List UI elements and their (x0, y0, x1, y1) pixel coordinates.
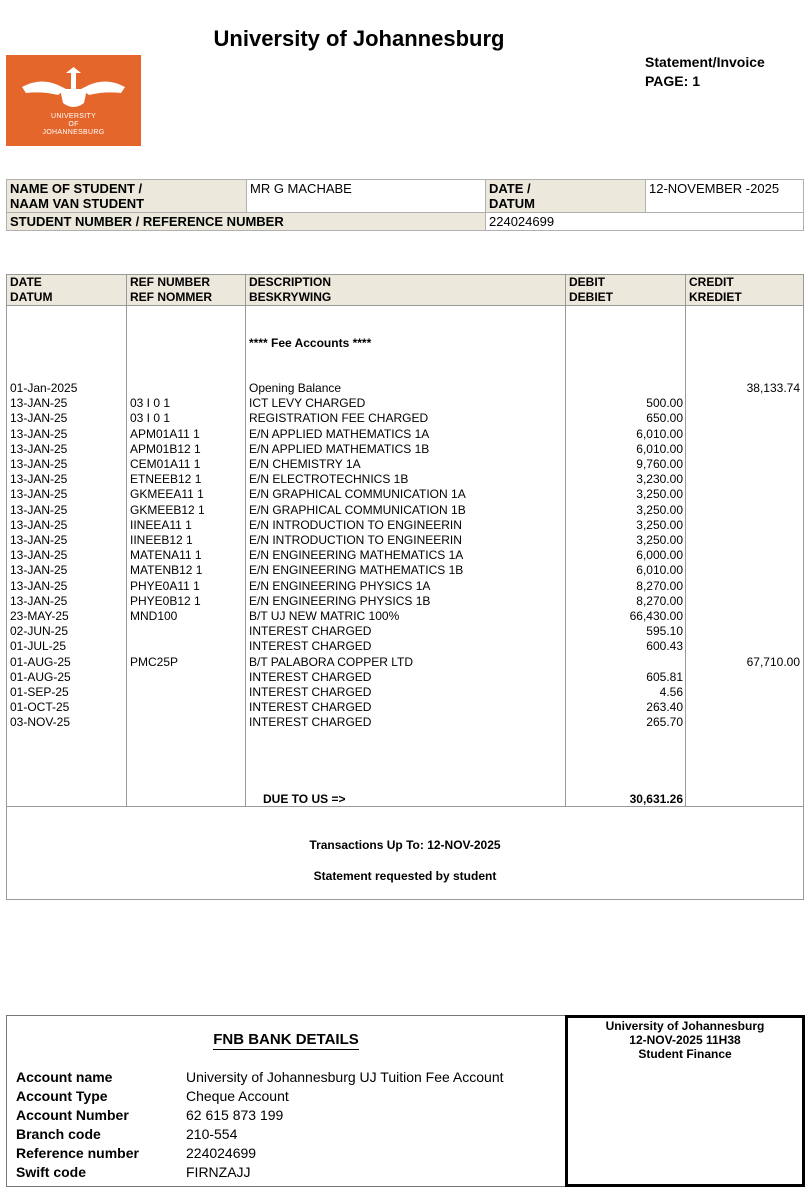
cell-debit: 605.81 (646, 669, 683, 684)
cell-ref: MATENA11 1 (130, 548, 202, 563)
cell-ref: PHYE0A11 1 (130, 578, 200, 593)
logo-text-2: OF (68, 121, 79, 128)
col-credit-label: CREDIT (689, 275, 734, 289)
col-header-date (10, 275, 52, 305)
cell-debit: 595.10 (646, 624, 683, 639)
cell-date: 01-OCT-25 (10, 700, 70, 715)
university-logo (6, 55, 141, 146)
col-header-desc (249, 275, 331, 305)
col-header-ref (130, 275, 212, 305)
cell-desc: E/N INTRODUCTION TO ENGINEERIN (249, 533, 462, 547)
cell-ref: PMC25P (130, 654, 179, 669)
document-type (645, 53, 765, 91)
col-debit-label: DEBIT (569, 275, 605, 289)
bank-field-value: FIRNZAJJ (186, 1164, 251, 1180)
col-ref-label-af: REF NOMMER (130, 290, 212, 304)
cell-date: 13-JAN-25 (10, 441, 68, 456)
cell-ref: GKMEEA11 1 (130, 487, 204, 502)
col-desc-label-af: BESKRYWING (249, 290, 332, 304)
cell-desc: E/N ENGINEERING MATHEMATICS 1B (249, 563, 464, 578)
col-desc-label: DESCRIPTION (249, 275, 332, 289)
bank-field-label: Account Type (16, 1088, 108, 1104)
cell-date: 13-JAN-25 (10, 593, 68, 608)
date-label-cell (486, 180, 646, 213)
cell-desc: E/N INTRODUCTION TO ENGINEERIN (249, 517, 462, 532)
cell-date: 02-JUN-25 (10, 624, 69, 639)
bank-field-label: Account Number (16, 1107, 129, 1123)
cell-date: 13-JAN-25 (10, 426, 68, 441)
table-row (7, 411, 803, 426)
table-row (7, 655, 803, 670)
logo-text-3: JOHANNESBURG (42, 129, 105, 136)
cell-desc: INTEREST CHARGED (249, 624, 372, 639)
bank-field-value: 210-554 (186, 1126, 238, 1142)
cell-date: 13-JAN-25 (10, 502, 68, 517)
stamp-line-1: University of Johannesburg (605, 1019, 765, 1033)
table-row (7, 472, 803, 487)
document-title: University of Johannesburg (213, 26, 505, 51)
cell-ref: MATENB12 1 (130, 563, 203, 578)
bank-field-label: Reference number (16, 1145, 139, 1161)
table-row (7, 624, 803, 639)
cell-debit: 8,270.00 (636, 593, 683, 608)
cell-date: 23-MAY-25 (10, 609, 69, 623)
cell-desc: E/N CHEMISTRY 1A (249, 457, 361, 471)
cell-date: 01-AUG-25 (10, 669, 71, 684)
cell-desc: E/N ENGINEERING PHYSICS 1A (249, 578, 431, 593)
student-info-table (6, 179, 804, 231)
statement-date: 12-NOVEMBER -2025 (646, 180, 804, 213)
bank-details (6, 1015, 566, 1187)
cell-date: 13-JAN-25 (10, 517, 68, 532)
bank-details-title-row (7, 1031, 565, 1048)
col-debit-label-af: DEBIET (569, 290, 614, 304)
table-row (7, 487, 803, 502)
cell-date: 03-NOV-25 (10, 715, 71, 730)
cell-debit: 8,270.00 (636, 578, 683, 593)
name-label-cell (7, 180, 247, 213)
due-amount: 30,631.26 (629, 792, 683, 806)
cell-date: 13-JAN-25 (10, 396, 68, 411)
col-ref-label: REF NUMBER (130, 275, 210, 289)
cell-ref: PHYE0B12 1 (130, 593, 201, 608)
due-row (7, 792, 803, 807)
cell-desc: B/T PALABORA COPPER LTD (249, 654, 414, 669)
cell-desc: E/N ENGINEERING PHYSICS 1B (249, 593, 431, 608)
table-row (7, 427, 803, 442)
transactions-up-to: Transactions Up To: 12-NOV-2025 (309, 838, 501, 852)
cell-date: 13-JAN-25 (10, 563, 68, 578)
cell-desc: INTEREST CHARGED (249, 669, 372, 684)
student-number: 224024699 (486, 213, 804, 231)
fee-accounts-title: **** Fee Accounts **** (249, 336, 372, 350)
logo-text-1: UNIVERSITY (50, 113, 96, 120)
cell-date: 13-JAN-25 (10, 411, 68, 426)
col-date-label-af: DATUM (10, 290, 53, 304)
bank-field-value: University of Johannesburg UJ Tuition Fee Account (186, 1069, 504, 1085)
table-row (7, 685, 803, 700)
col-credit-label-af: KREDIET (689, 290, 742, 304)
cell-ref: ETNEEB12 1 (130, 472, 202, 487)
cell-debit: 6,010.00 (636, 563, 683, 578)
cell-debit: 4.56 (659, 685, 683, 699)
cell-desc: INTEREST CHARGED (249, 639, 372, 654)
cell-desc: E/N APPLIED MATHEMATICS 1B (249, 441, 430, 456)
cell-debit: 600.43 (646, 639, 683, 654)
bank-field-value: 224024699 (186, 1145, 257, 1161)
table-row (7, 715, 803, 730)
cell-debit: 500.00 (646, 396, 683, 411)
cell-date: 13-JAN-25 (10, 533, 68, 547)
col-header-debit (569, 275, 613, 305)
table-row (7, 579, 803, 594)
cell-date: 01-AUG-25 (10, 654, 71, 669)
date-label: DATE / (489, 181, 531, 196)
cell-credit: 67,710.00 (746, 654, 800, 669)
col-date-label: DATE (10, 275, 42, 289)
cell-desc: INTEREST CHARGED (249, 715, 372, 730)
table-row (7, 396, 803, 411)
cell-ref: 03 I 0 1 (130, 411, 171, 426)
table-row (7, 381, 803, 396)
cell-desc: ICT LEVY CHARGED (249, 396, 366, 411)
cell-ref: GKMEEB12 1 (130, 502, 205, 517)
cell-desc: E/N GRAPHICAL COMMUNICATION 1B (249, 502, 466, 517)
cell-desc: E/N APPLIED MATHEMATICS 1A (249, 426, 430, 441)
cell-debit: 6,010.00 (636, 426, 683, 441)
cell-desc: Opening Balance (249, 381, 342, 395)
cell-date: 01-JUL-25 (10, 639, 67, 654)
cell-debit: 265.70 (646, 715, 683, 730)
cell-ref: APM01A11 1 (130, 426, 200, 441)
table-row (7, 518, 803, 533)
date-label-af: DATUM (489, 196, 535, 211)
cell-debit: 9,760.00 (636, 457, 683, 471)
cell-desc: E/N ELECTROTECHNICS 1B (249, 472, 409, 487)
cell-date: 13-JAN-25 (10, 472, 68, 487)
statement-requested: Statement requested by student (313, 869, 497, 883)
cell-ref: APM01B12 1 (130, 441, 201, 456)
cell-date: 13-JAN-25 (10, 457, 68, 471)
cell-date: 13-JAN-25 (10, 548, 68, 563)
bank-field-value: Cheque Account (186, 1088, 289, 1104)
table-row (7, 594, 803, 609)
table-row (7, 457, 803, 472)
bank-field-label: Branch code (16, 1126, 101, 1142)
cell-desc: E/N ENGINEERING MATHEMATICS 1A (249, 548, 464, 563)
section-title (7, 336, 803, 351)
cell-debit: 3,250.00 (636, 533, 683, 547)
cell-desc: INTEREST CHARGED (249, 685, 372, 699)
stamp-line-3: Student Finance (638, 1047, 732, 1061)
due-label: DUE TO US => (263, 792, 346, 806)
cell-ref: IINEEB12 1 (130, 533, 193, 547)
cell-debit: 3,250.00 (636, 487, 683, 502)
logo-emblem-icon (6, 59, 141, 119)
bank-field-value: 62 615 873 199 (186, 1107, 284, 1123)
cell-ref: MND100 (130, 609, 178, 623)
bank-details-title: FNB BANK DETAILS (213, 1031, 359, 1048)
table-row (7, 533, 803, 548)
table-row (7, 639, 803, 654)
table-row (7, 609, 803, 624)
cell-date: 01-SEP-25 (10, 685, 69, 699)
table-row (7, 670, 803, 685)
student-name: MR G MACHABE (247, 180, 486, 213)
cell-debit: 3,250.00 (636, 517, 683, 532)
name-label: NAME OF STUDENT / (10, 181, 143, 196)
bank-field-label: Account name (16, 1069, 113, 1085)
cell-debit: 66,430.00 (629, 609, 683, 623)
statement-footer (6, 806, 804, 900)
cell-date: 13-JAN-25 (10, 487, 68, 502)
finance-stamp (565, 1015, 805, 1187)
cell-debit: 6,000.00 (636, 548, 683, 563)
cell-debit: 3,230.00 (636, 472, 683, 487)
cell-debit: 3,250.00 (636, 502, 683, 517)
table-row (7, 548, 803, 563)
cell-ref: IINEEA11 1 (130, 517, 192, 532)
table-row (7, 442, 803, 457)
cell-desc: E/N GRAPHICAL COMMUNICATION 1A (249, 487, 466, 502)
cell-debit: 263.40 (646, 700, 683, 715)
stamp-line-2: 12-NOV-2025 11H38 (629, 1033, 741, 1047)
cell-debit: 6,010.00 (636, 441, 683, 456)
cell-desc: REGISTRATION FEE CHARGED (249, 411, 429, 426)
cell-credit: 38,133.74 (746, 381, 800, 395)
cell-date: 01-Jan-2025 (10, 381, 78, 395)
col-header-credit (689, 275, 742, 305)
doc-type-label: Statement/Invoice (645, 54, 765, 70)
bank-field-label: Swift code (16, 1164, 87, 1180)
student-number-label: STUDENT NUMBER / REFERENCE NUMBER (7, 213, 486, 231)
cell-ref: 03 I 0 1 (130, 396, 171, 411)
table-row (7, 700, 803, 715)
page-number: PAGE: 1 (645, 73, 700, 89)
cell-ref: CEM01A11 1 (130, 457, 201, 471)
table-row (7, 503, 803, 518)
table-row (7, 563, 803, 578)
cell-desc: INTEREST CHARGED (249, 700, 372, 715)
cell-debit: 650.00 (646, 411, 683, 426)
name-label-af: NAAM VAN STUDENT (10, 196, 145, 211)
cell-date: 13-JAN-25 (10, 578, 68, 593)
cell-desc: B/T UJ NEW MATRIC 100% (249, 609, 400, 623)
transactions-table (6, 274, 804, 807)
